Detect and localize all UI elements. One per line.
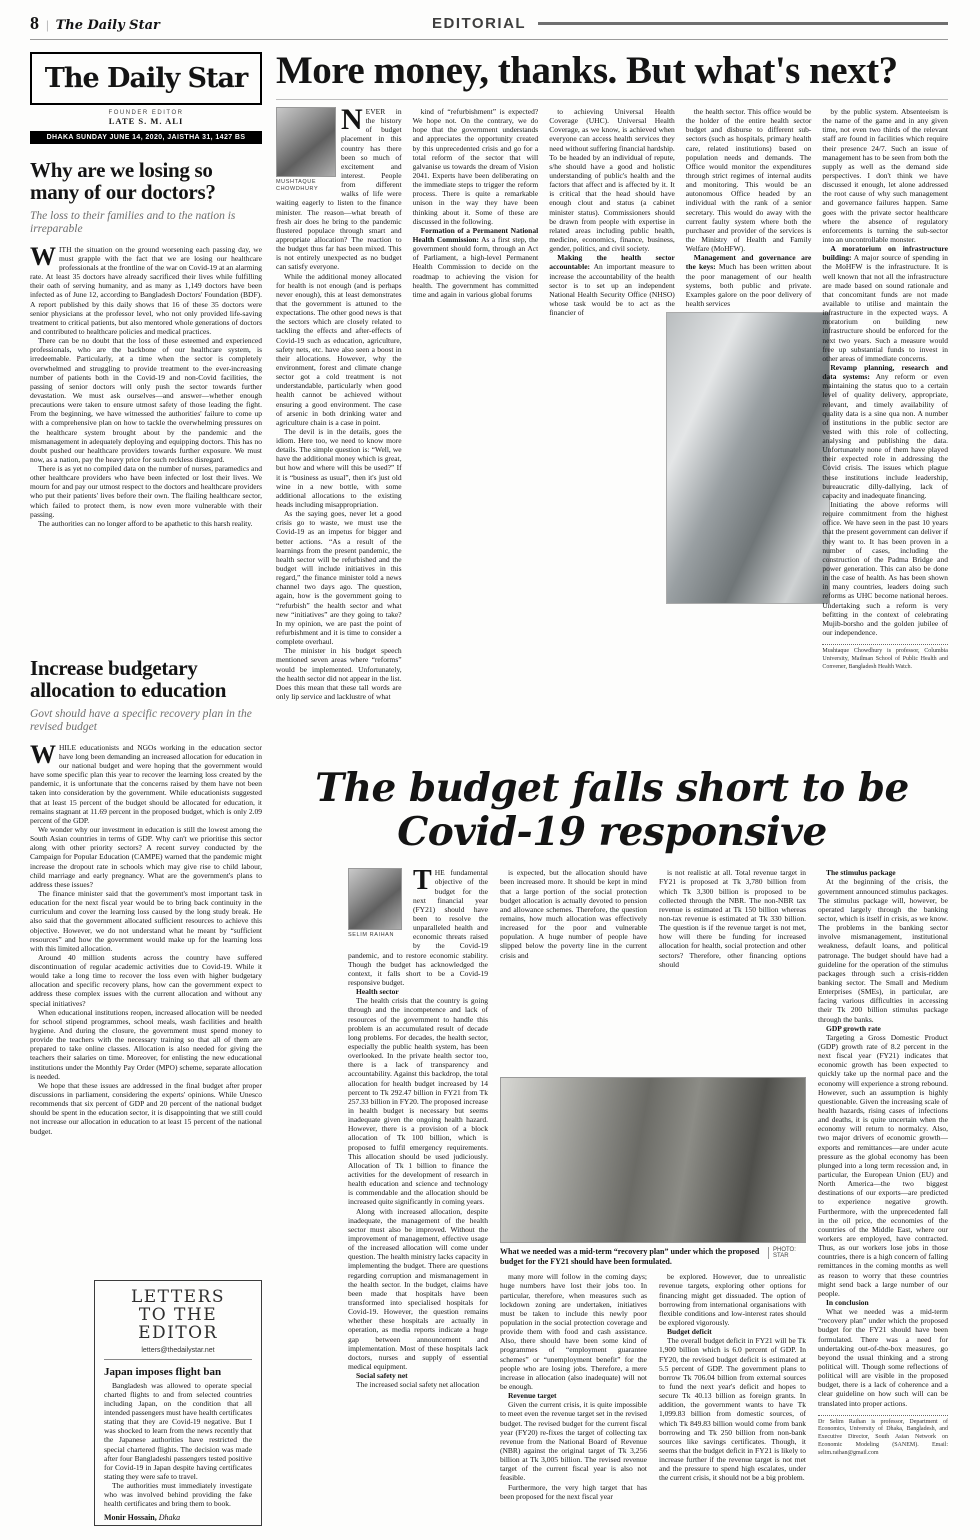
- feature2-middle: [500, 868, 806, 1518]
- paragraph: Revamp planning, research and data systems: Any reform or even maintaining the status quo to a certain level of quality delivery, appropriate, relevant, and timely availability of quality data is a sine qua non. A number of institutions in the public sector are vested with this role of collecting, analysing and publishing the data. Unfortunately none of them have played their expected role in addressing the Covid crisis. The issues which plague these institutions include leadership, bureaucratic dilly-dallying, lack of capacity and inadequate financing.: [822, 362, 948, 500]
- founder-name: LATE S. M. ALI: [108, 116, 184, 126]
- founder-block: [30, 110, 262, 126]
- paragraph: As the saying goes, never let a good crisis go to waste, we must use the Covid-19 as an impetus for bigger and better actions. “As a result of the learnings from the present pandemic, the health sector will be refurbished and the budget will include initiatives in this regard,” the finance minister told a news channel two days ago. The question, again, how is the government going to “refurbish” the health sector and what new “initiatives” are they going to take? In my opinion, we are past the point of refurbishment and it is time to consider a complete overhaul.: [276, 509, 402, 647]
- feature2-headline-line1: The budget falls short to be: [315, 765, 909, 811]
- editorial-subtitle: Govt should have a specific recovery plan in the revised budget: [30, 708, 252, 734]
- paragraph: Targeting a Gross Domestic Product (GDP) growth rate of 8.2 percent in the next fiscal year (FY21) indicates that economic growth has been expected to quickly take up the normal pace and the economy will experience a strong rebound. However, such an assumption is highly questionable. Given the increasing scale of health hazards, rising cases of infections and deaths, it is quite uncertain when the economy will return to normalcy. Also, two major drivers of economic growth—exports and remittances—are under acute pressure as the global economy has been plunged into a long term recession and, in particular, the European Union (EU) and North America—the two biggest destinations of our exports—are predicted to experience negative growth. Furthermore, with the unprecedented fall in the oil price, the economies of the countries of the Middle East, where our workers are employed, have contracted. Thus, as our workers lose jobs in those countries, there is a high concern of falling remittances in the coming months as well as reason to worry that these countries might send back a large number of our people.: [818, 1032, 948, 1298]
- drop-cap: W: [30, 241, 56, 271]
- paragraph: At the beginning of the crisis, the government announced stimulus packages. The stimulus package will, however, be operated largely through the banking sector, which is itself in crisis, as we know. The problems in the banking sector involve mismanagement, institutional weakness, default loans, and political patronage. The budget should have had a guideline for the operation of the stimulus packages through such a crisis-ridden banking sector. The Small and Medium Enterprises (SMEs), in particular, are facing various difficulties in accessing their Tk 200 billion stimulus package through the banks.: [818, 877, 948, 1024]
- founder-label: FOUNDER EDITOR: [108, 110, 184, 116]
- feature2-middle-bottom: [500, 1272, 806, 1518]
- editorial-body: [30, 241, 262, 528]
- paragraph: In conclusion: [826, 1297, 869, 1307]
- author-block: [276, 107, 336, 192]
- lead-paragraph: [30, 739, 262, 825]
- feature1-column-5: [822, 107, 948, 749]
- page-number: 8: [30, 13, 39, 33]
- paragraph-list: [686, 107, 812, 253]
- lead-text: ITH the situation on the ground worsening each passing day, we must grapple with the fact that we are losing our healthcare professionals at the frontline of the war on Covid-19 at an alarming rate. At least 35 doctors have already sacrificed their lives while fulfilling their oath of serving humanity, and as many as 1,149 doctors have been infected as of June 12, according to Bangladesh Doctors' Foundation (BDF). A report published by this daily shows that 16 of these 35 doctors were senior physicians at the professor level, who not only provided life-saving treatment to critical patients, but also mentored whole generations of doctors and contributed to healthcare policies and medical practices.: [30, 244, 262, 336]
- editorial-subtitle: The loss to their families and to the nation is irreparable: [30, 210, 236, 236]
- author-photo-mushtaque-chowdhury: [276, 107, 336, 177]
- editorial-body: [30, 739, 262, 1136]
- brand-logo-small: The Daily Star: [55, 18, 160, 33]
- section-title: EDITORIAL: [432, 15, 527, 32]
- feature2-column-4: [818, 868, 948, 1518]
- feature1-headline: More money, thanks. But what's next?: [276, 40, 948, 100]
- letter-author-city: Dhaka: [158, 1512, 181, 1522]
- main-area: [276, 40, 948, 1526]
- masthead-logo: The Daily Star: [44, 63, 248, 94]
- drop-cap: T: [413, 868, 432, 897]
- paragraph: Health sector: [356, 987, 399, 997]
- dateline-bar: DHAKA SUNDAY JUNE 14, 2020, JAISTHA 31, 1427 BS: [30, 131, 262, 144]
- lead-text: HE fundamental objective of the budget for the next financial year (FY21) should have been to resolve the unparalleled health and economic threats raised by the Covid-19 pandemic, and to restore economic stability. Though the budget has acknowledged the context, it falls short to be a Covid-19 responsive budget.: [348, 868, 488, 988]
- lead-text: EVER in the history of budget placement in this country has there been so much of excitement and interest. People from different walks of life were waiting eagerly to listen to the finance minister. The reason—what breath of fresh air does he bring to the pandemic flustered populace through smart and appropriate allocation? The reaction to the budget thus far has been mixed. This is not entirely unexpected as no budget can satisfy everyone.: [276, 107, 402, 272]
- editorial-doctors: [30, 160, 262, 642]
- paragraph: When educational institutions reopen, increased allocation will be needed for school stipend programmes, school meals, wash facilities and health hygiene. And during the closure, the government must spend money to provide the teachers with the necessary training so that all of them are prepared to take online classes. Allocation is also needed for giving the teachers their salaries on time. Moreover, for enlisting the new educational institutions under the Monthly Pay Order (MPO) scheme, separate allocation is needed.: [30, 1007, 262, 1081]
- paragraph: The devil is in the details, goes the idiom. Here too, we need to know more details. The simple question is: “Well, we have the additional money which is great, but how and where will this be used?” If it is “business as usual”, then it's just old wine in a new bottle, with some additional allocations to the existing heads including misappropriation.: [276, 426, 402, 510]
- feature2-column-3-bottom: [659, 1272, 806, 1518]
- workers-street-photo: [500, 1077, 806, 1243]
- photo-caption-row: [500, 1247, 806, 1272]
- letters-heading-line2: TO THE EDITOR: [138, 1304, 218, 1343]
- editorial-title: Why are we losing so many of our doctors?: [30, 160, 216, 204]
- paragraph: Around 40 million students across the country have suffered discontinuation of regular academic activities due to Covid-19. While it would take a long time to recover the loss even with higher budgetary allocation and specific recovery plans, how can the government expect to address these complex issues with the current allocation and without any special initiatives?: [30, 952, 262, 1008]
- letters-email-link[interactable]: letters@thedailystar.net: [141, 1346, 215, 1354]
- paragraph-list: [30, 336, 262, 528]
- author-photo-selim-raihan: [348, 868, 402, 930]
- paragraph: Budget deficit: [667, 1327, 712, 1337]
- lead-paragraph: [30, 241, 262, 336]
- letter-author: Monir Hossain,: [104, 1512, 157, 1522]
- lead-text: HILE educationists and NGOs working in the education sector have long been demanding an increased allocation for education in our national budget and were hoping that the government would have some specific plan this year to recover the learning loss created by the pandemic, it is unfortunate that the concerns raised by them have not been taken into consideration by the government. While educationists suggested that at least 15 percent of the budget should be allocated for education, it remains stagnant at 11.69 percent in the proposed budget, which is only 2.09 percent of the GDP.: [30, 742, 262, 825]
- paragraph-list: [822, 107, 948, 637]
- feature2-column-2-top: [500, 868, 647, 1074]
- paragraph: Along with increased allocation, despite inadequate, the management of the health sector must also be improved. Without the improvement of management, effective usage of the increased allocation will come under question. The health ministry lacks capacity in implementing the budget. There are questions regarding corruption and mismanagement in the health sector. In the budget, claims have been made that hospitals have been transformed into specialised hospitals for Covid-19. However, the question remains whether these hospitals are actually in operation, as media reports indicate a huge gap between announcement and implementation. Most of these hospitals lack doctors, nurses and supply of essential medical equipment.: [348, 1206, 488, 1371]
- paragraph: Formation of a Permanent National Health Commission: As a first step, the government should form, through an Act of Parliament, a high-level Permanent Health Commission to decide on the roadmap to achieving the vision for health. The government has committed time and again in various global forums: [412, 225, 539, 299]
- paragraph: Making the health sector accountable: An important measure to increase the accountability of the health sector is to set up an independent National Health Security Office (NHSO) whose task would be to act as the financier of: [549, 253, 675, 318]
- letter-title: Japan imposes flight ban: [104, 1365, 222, 1378]
- feature2-columns: [348, 868, 948, 1518]
- paragraph: Revenue target: [508, 1391, 557, 1401]
- paragraph: The overall budget deficit in FY21 will be Tk 1,900 billion which is 6.0 percent of GDP. In FY20, the revised budget deficit is estimated at 5.5 percent of GDP. The government plans to borrow Tk 706.04 billion from external sources to fund the next year's deficit and hopes to secure Tk 40.13 billion as foreign grants. In addition, the government wants to have Tk 1,099.83 billion from domestic sources, of which Tk 849.83 billion would come from bank borrowing and Tk 250 billion from non-bank sources like savings certificates. Though, it seems that the budget deficit in FY21 is likely to increase further if the revenue target is not met and the pressure to spend high escalates, under the current crisis, it should not be a big problem.: [659, 1336, 806, 1483]
- paragraph: be explored. However, due to unrealistic revenue targets, exploring other options for financing might get dissuaded. The option of borrowing from international organisations with flexible conditions and low-interest rates should be explored vigorously.: [659, 1272, 806, 1328]
- feature2-middle-top: [500, 868, 806, 1074]
- author-block: [348, 868, 408, 939]
- paragraph-list: [276, 272, 402, 702]
- feature2-column-1: [348, 868, 488, 1518]
- paragraph: by the public system. Absenteeism is the name of the game and in any given time, not even two thirds of the relevant staff are found in facilities which require their presence 24/7. Such an issue of management has to be seen from both the supply as well as the demand side perspectives. I don't think we have discussed it enough, let alone addressed the root cause of why such management and governance failures happen. Same goes with the private sector healthcare where the absence of regulatory enforcements is turning the sub-sector into an uncontrollable monster.: [822, 107, 948, 244]
- editorial-education: [30, 658, 262, 1266]
- paragraph: The minister in his budget speech mentioned seven areas where “reforms” would be implemented. Unfortunately, the health sector did not appear in the list. Does this mean that these tall words are only lip service and lacklustre of what: [276, 646, 402, 701]
- paragraph: to achieving Universal Health Coverage (UHC). Universal Health Coverage, as we know, is achieved when everyone can access health services they need without suffering financial hardship. To be headed by an individual of repute, s/he should have a good and holistic understanding of public's health and the factors that affect and is affected by it. It is critical that the head should have enough clout and status (a cabinet minister status). Commissioners should be drawn from people with expertise in related areas including public health, medicine, economics, finance, business, gender, politics, and civil society.: [549, 107, 675, 254]
- covid-test-strips-photo: [666, 312, 831, 604]
- drop-cap: W: [30, 739, 56, 769]
- paragraph: Bangladesh was allowed to operate special charted flights to and from selected countries including Japan, on the condition that all intended passengers must have health certificates stating that they are Covid-19 negative. But I was shocked to learn from the news recently that the Japanese authorities have restricted the special chartered flights. The decision was made after four Bangladeshi passengers tested positive for Covid-19 in Japan despite having certificates stating they were safe to travel.: [104, 1380, 252, 1481]
- author-bio: Dr Selim Raihan is professor, Department of Economics, University of Dhaka, Bangladesh, and Executive Director, South Asian Network on Economic Modeling (SANEM). Email: selim.raihan@gmail.com: [818, 1415, 948, 1458]
- letters-to-editor-box: [94, 1280, 262, 1526]
- feature2-column-2-bottom: [500, 1272, 647, 1518]
- letters-divider: [104, 1359, 252, 1360]
- paragraph-list: [686, 253, 812, 308]
- paragraph: The health crisis that the country is going through and the incompetence and lack of resources of the government to handle this problem is an accumulated result of decade long problems. For decades, the health sector, especially the public health system, has been overlooked. In the private health sector too, there is a lack of transparency and accountability. Against this backdrop, the total allocation for health budget increased by 14 percent to Tk 292.47 billion in FY21 from Tk 257.33 billion in FY20. The proposed increase in health budget is necessary but seems inadequate given the ongoing health hazard. However, there is a provision of a block allocation of Tk 100 billion, which is proposed to fulfil emergency requirements. This allocation should be used judiciously. Allocation of Tk 1 billion to finance the activities for the development of research in health education and science and technology is commendable and the allocation should be increased quite significantly in coming years.: [348, 996, 488, 1207]
- header-rule: [538, 22, 948, 25]
- drop-cap: N: [341, 107, 363, 136]
- feature1-column-1: [276, 107, 402, 749]
- paragraph-list: [348, 987, 488, 1389]
- photo-credit: PHOTO: STAR: [768, 1247, 806, 1259]
- paragraph: many more will follow in the coming days; huge numbers have lost their jobs too. In particular, therefore, when measures such as lockdown zoning are undertaken, initiatives must be taken to include this newly poor population in the social protection coverage and provide them with food and cash assistance. Also, there should have been some kind of programmes of “employment guarantee schemes” or “unemployment benefit” for the people who are losing jobs. Therefore, a mere increase in allocation (also inadequate) will not be enough.: [500, 1272, 647, 1392]
- editorial-title: Increase budgetary allocation to education: [30, 658, 227, 702]
- feature2-headline: [276, 749, 948, 868]
- left-rail: [30, 40, 262, 1526]
- feature2-headline-line2: Covid-19 responsive: [397, 808, 827, 855]
- paragraph: What we needed was a mid-term “recovery plan” under which the proposed budget for the FY21 should have been formulated. There was a need for undertaking out-of-the-box measures, go beyond the usual thinking and a strong political will. Though some reflections of political will are visible in the proposed budget, there is a lack of coherence and a clear guideline on how such will can be translated into proper actions.: [818, 1307, 948, 1408]
- paragraph-list: [30, 825, 262, 1136]
- page-header: [30, 8, 948, 40]
- paragraph: The increased social safety net allocation: [356, 1380, 480, 1390]
- paragraph: Management and governance are the keys: Much has been written about the poor management of our health systems, both public and private. Examples galore on the poor delivery of health services: [685, 253, 812, 308]
- paragraph: There is as yet no compiled data on the number of nurses, paramedics and other healthcare providers who have been infected or lost their lives. We mourn for and pay our utmost respect to the doctors and healthcare providers who put their patients' lives before their own. The flailing healthcare sector, which failed to protect them, is now even more vulnerable with their passing.: [30, 464, 262, 519]
- paragraph: Initiating the above reforms will require commitment from the highest office. We have seen in the past 10 years that the present government can deliver if they want to. It has been proven in a number of cases, including the construction of the Padma Bridge and power generation. This can also be done in the case of health. As has been shown in many countries, leaders doing such reforms as UHC become national heroes. Undertaking such a reform is very befitting in the context of celebrating Mujib-borsho and the golden jubilee of our independence.: [822, 500, 948, 638]
- paragraph: is not realistic at all. Total revenue target in FY21 is proposed at Tk 3,780 billion from which Tk 3,300 billion is proposed to be collected through the NBR. The non-NBR tax revenue is estimated at Tk 150 billion whereas non-tax revenue is estimated at Tk 330 billion. The question is if the revenue target is not met, how will there be funding for increased allocation for health, social protection and other sectors? Therefore, other financing options should: [659, 868, 806, 969]
- paragraph: While the additional money allocated for health is not enough (and is perhaps never enough), this at least demonstrates that the government is attuned to the expectations. The other good news is that the sectors which are closely related to tackling the effects and after-effects of Covid-19 such as education, agriculture, safety nets, etc. have also seen a boost in their allocations. However, why the environment, forest and climate change sector got a cold treatment is not understandable, particularly when good health cannot be achieved without ensuring a good environment. The case of arsenic in both drinking water and agriculture chain is a case in point.: [276, 271, 402, 427]
- masthead-box: [30, 52, 262, 105]
- paragraph: kind of “refurbishment” is expected? We hope not. On the contrary, we do hope that the government understands and appreciates the opportunity created by this unprecedented crisis and go for a total reform of the sector that will galvanise us towards the dream of Vision 2041. Experts have been deliberating on the immediate steps to trigger the reform process. There is quite a remarkable unison in the way they have been thinking about it. Some of these are discussed in the following.: [412, 107, 539, 226]
- paragraph: We hope that these issues are addressed in the final budget after proper discussions in parliament, considering the experts' opinions. While Unesco recommends that six percent of GDP and 20 percent of the national budget should be spent in the education sector, it is disappointing that we still could not increase our allocation in education to at least 15 percent of the national budget.: [30, 1080, 262, 1136]
- paragraph: We wonder why our investment in education is still the lowest among the South Asian countries in terms of GDP. Why can't we prioritise this sector along with other priority sectors? A recent survey conducted by the Campaign for Popular Education (CAMPE) warned that the pandemic might increase the dropout rate in schools which may give rise to child labour, child marriage and early pregnancy. What are the government's plans to address these issues?: [30, 824, 262, 889]
- feature1-column-2: [413, 107, 539, 749]
- author-name: MUSHTAQUE CHOWDHURY: [276, 179, 319, 192]
- photo-caption: What we needed was a mid-term “recovery plan” under which the proposed budget for the FY21 should have been formulated.: [500, 1247, 760, 1267]
- paragraph: A moratorium on infrastructure building: A major source of spending in the MoHFW is the infrastructure. It is well known that not all the infrastructure are made based on sound rationale and that concomitant funds are not made available to utilise and maintain the infrastructure in the expected ways. A moratorium on building new infrastructure should be enforced for the next two years. Such a measure would free up substantial funds to invest in other areas of immediate concerns.: [822, 244, 948, 363]
- paragraph: GDP growth rate: [826, 1023, 881, 1033]
- paragraph: The authorities can no longer afford to be apathetic to this harsh reality.: [38, 518, 253, 528]
- paragraph: The stimulus package: [826, 868, 896, 878]
- feature1-column-4: [686, 107, 812, 749]
- page-content: [30, 40, 948, 1526]
- brand-separator: |: [46, 17, 49, 32]
- paragraph: Given the current crisis, it is quite impossible to meet even the revenue target set in the revised budget. The revised budget for the current fiscal year (FY20) re-fixes the target of collecting tax revenue from the National Board of Revenue (NBR) against the original target of Tk 3,256 billion at Tk 3,005 billion. The revised revenue target of the current fiscal year is also not feasible.: [500, 1400, 647, 1483]
- paragraph: is expected, but the allocation should have been increased more. It should be kept in mind that a large portion of the social protection budget allocation is actually devoted to pension and allowance schemes. Therefore, the question remains, how much allocation was effectively increased for the poor and vulnerable population. A huge number of people have slipped below the poverty line in the current crisis and: [500, 868, 647, 960]
- feature1-columns: [276, 107, 948, 749]
- paragraph: Social safety net: [356, 1371, 408, 1381]
- author-name: SELIM RAIHAN: [348, 932, 395, 939]
- feature1-column-3: [549, 107, 675, 749]
- paragraph: the health sector. This office would be the holder of the entire health sector budget and disburse to different sub-sectors (such as hospitals, primary health care, related institutions) based on population needs and demands. The Office would monitor the expenditures through strict regimes of internal audits and monitoring. This would be an autonomous Office headed by an individual with the rank of a senior secretary. This would do away with the current faulty system where both the purchaser and provider of the services is the Ministry of Health and Family Welfare (MoHFW).: [685, 107, 812, 254]
- author-bio: Mushtaque Chowdhury is professor, Columbia University, Mailman School of Public Health and Convener, Bangladesh Health Watch.: [822, 644, 948, 671]
- letter-signature: [104, 1513, 252, 1522]
- page-brand: [30, 13, 432, 34]
- paragraph: The authorities must immediately investigate who was involved behind providing the fake health certificates and bring them to book.: [104, 1481, 252, 1509]
- letters-heading-line1: LETTERS: [130, 1287, 226, 1307]
- paragraph-list: [818, 868, 948, 1407]
- letters-heading: [104, 1289, 252, 1343]
- feature2-column-3-top: [659, 868, 806, 1074]
- letter-body: [104, 1381, 252, 1509]
- paragraph: There can be no doubt that the loss of these esteemed and experienced professionals, who are the backbone of our healthcare system, is irredeemable. Particularly, at a time when the sector is completely overwhelmed and struggling to provide treatment to the ever-increasing number of patients both in the Covid-19 and non-Covid facilities, the passing of senior doctors will only push the sector towards further devastation. We must ask ourselves—and answer—whether enough precautions were taken to ensure utmost safety of those leading the fight. From the beginning, we have witnessed the authorities' failure to come up with a comprehensive plan on how to tackle the overwhelming pressures on the healthcare system brought about by the pandemic and the mismanagement in adequately deploying and equipping doctors. This has no doubt pushed our healthcare providers towards further exposure. We must now, as a nation, pay the heavy price for such reckless disregard.: [30, 336, 262, 464]
- paragraph: Furthermore, the very high target that has been proposed for the next fiscal year: [500, 1482, 647, 1501]
- paragraph: The finance minister said that the government's most important task in education for the next fiscal year would be to bring back continuity in the curriculum and cover the learning loss caused by the long study break. He also said that the government allocated sufficient resources to achieve this objective. However, we do not understand what he meant by “sufficient resources” and how the government would make up for the learning loss with this limited allocation.: [30, 888, 262, 953]
